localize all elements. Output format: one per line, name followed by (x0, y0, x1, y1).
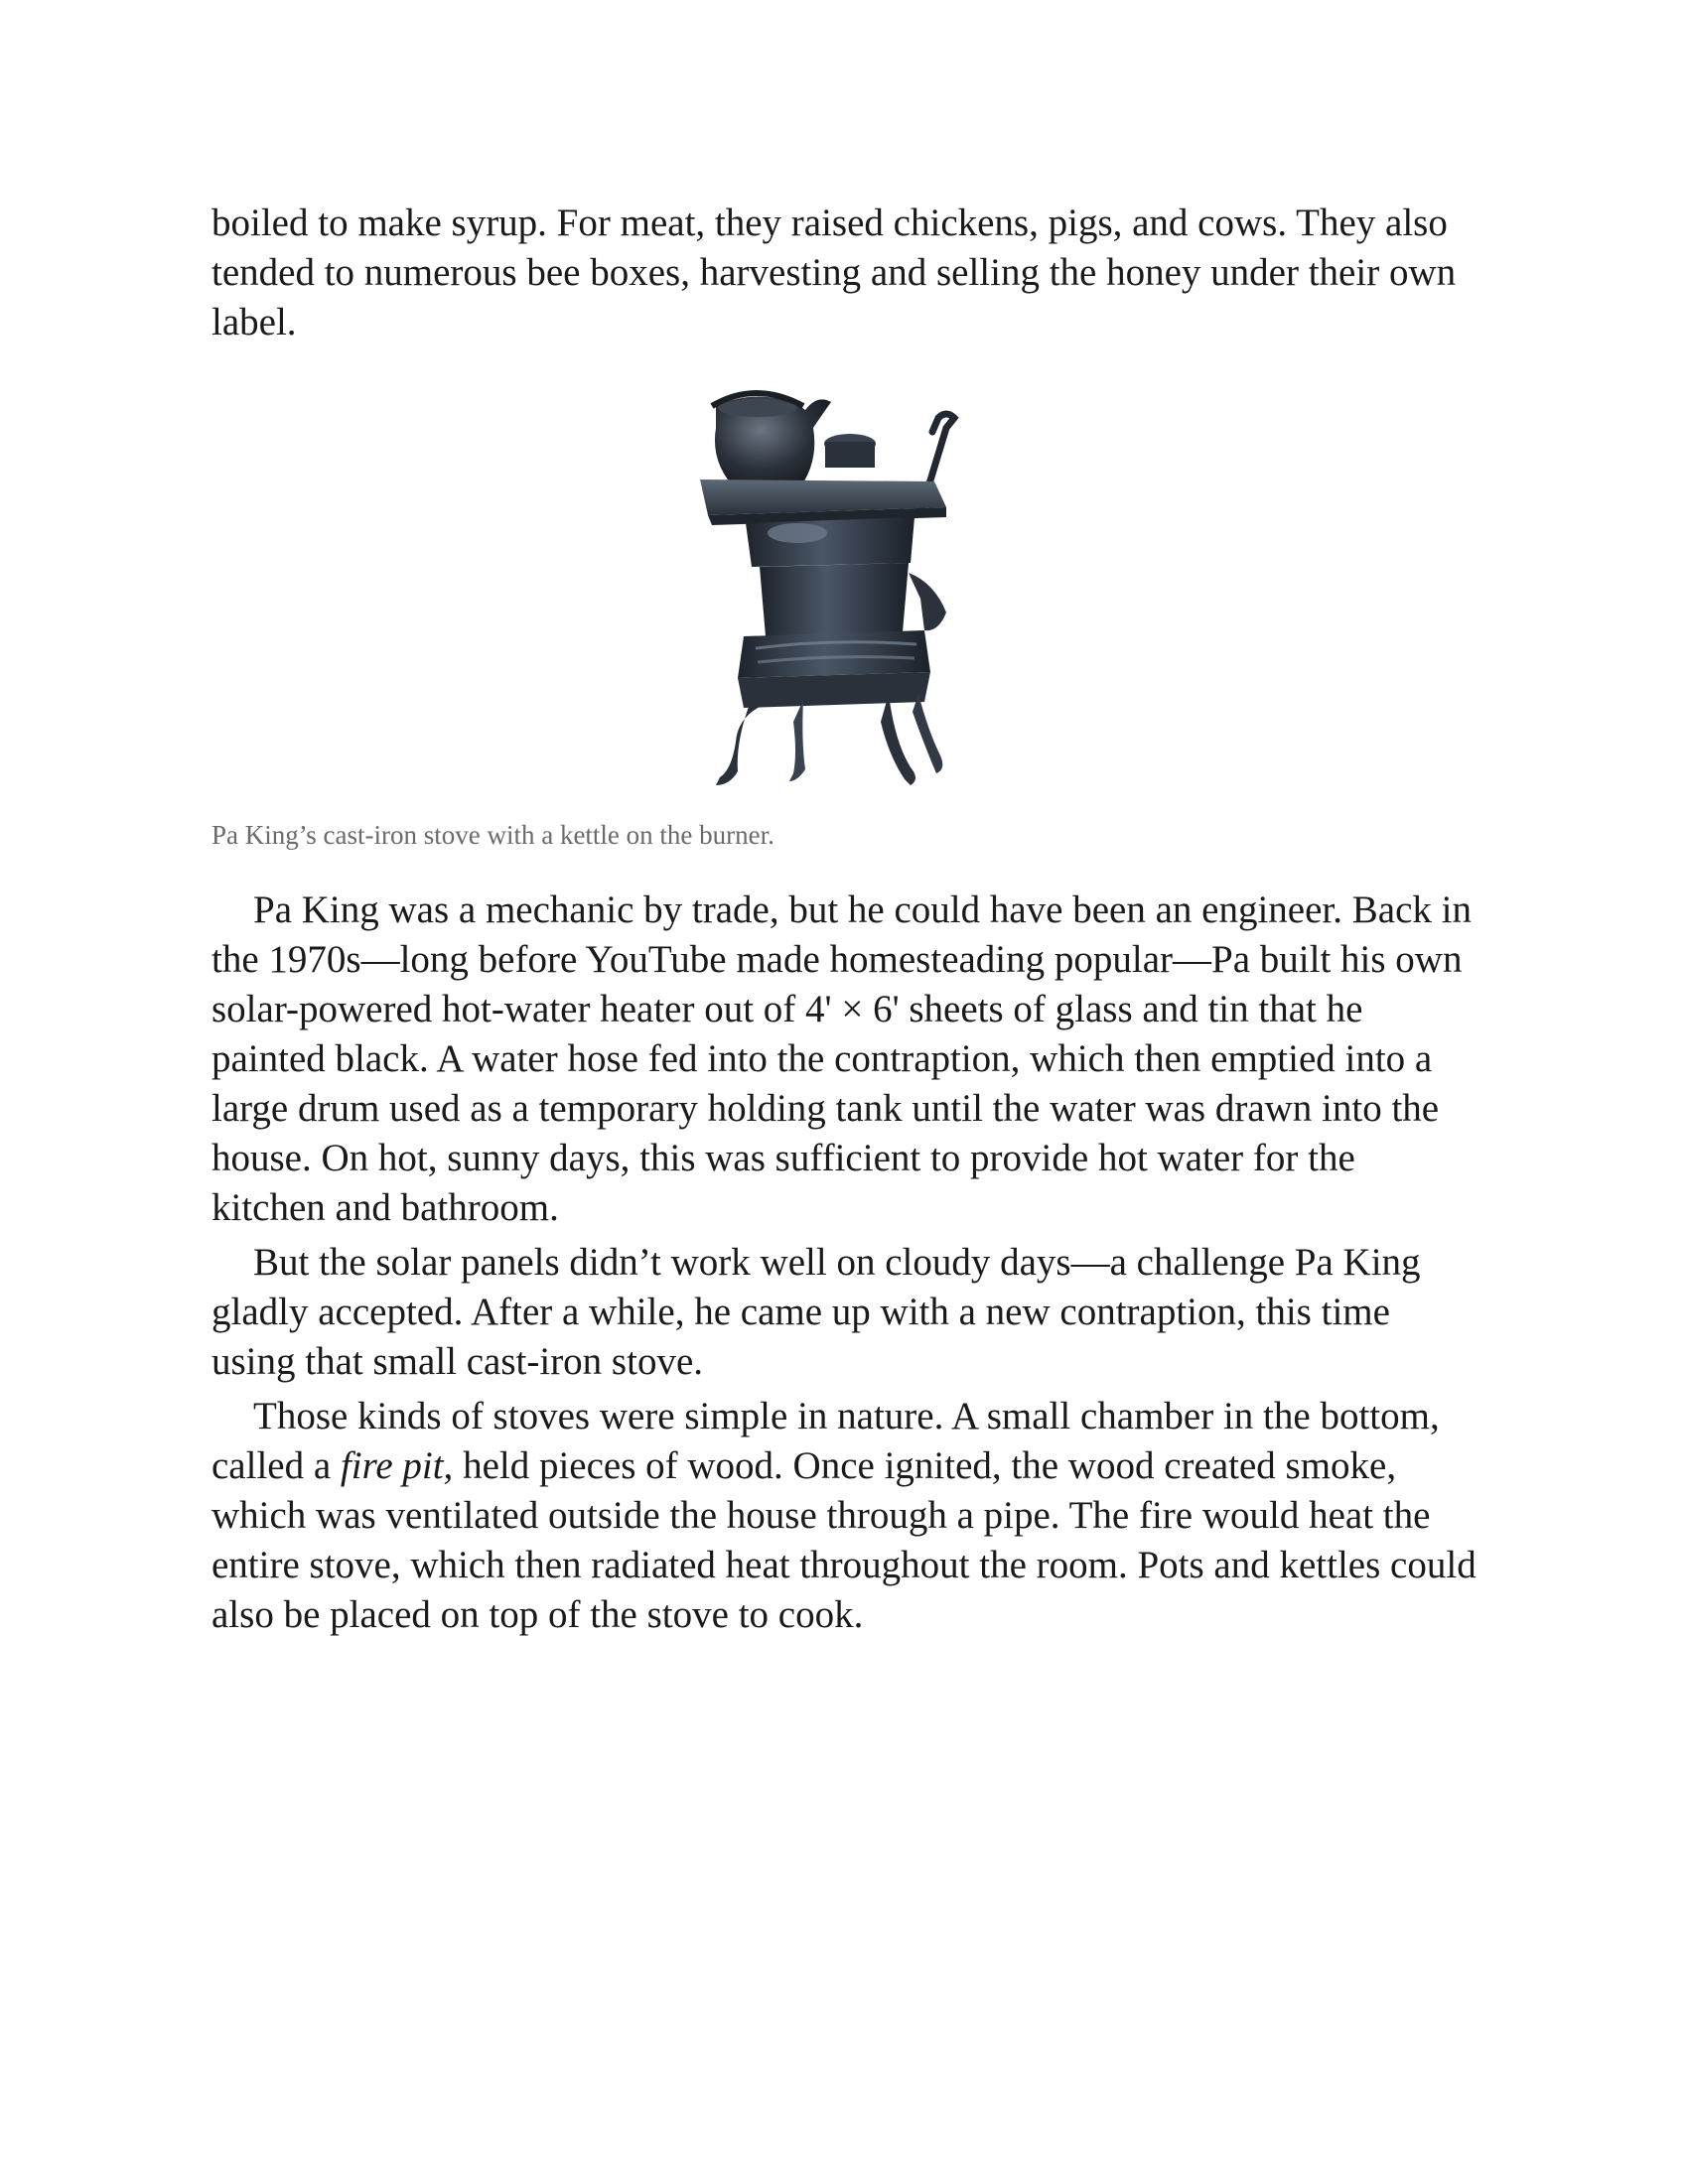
stove-image-frame (211, 384, 1477, 806)
cast-iron-stove-photo-icon (686, 384, 1014, 806)
paragraph-text-start: Those kinds of stoves were simple in nature. A small chamber in the bottom, called a (211, 1395, 1440, 1487)
paragraph-text-end: held pieces of wood. Once ignited, the wood created smoke, which was ventilated outside the house through a pipe. The fire would heat the entire stove, which then radiated heat throughout the room. Pots and kettles could also be placed on top of the stove to cook. (211, 1444, 1477, 1636)
figure-caption: Pa King’s cast-iron stove with a kettle on the burner. (211, 820, 774, 850)
stove-figure (211, 384, 1477, 852)
document-page (211, 199, 1477, 1640)
paragraph-cloudy-days: But the solar panels didn’t work well on cloudy days—a challenge Pa King gladly accepted. After a while, he came up with a new contraption, this time using that small cast-iron stove. (211, 1241, 1421, 1383)
spacer (211, 852, 1477, 886)
paragraph-solar-heater: Pa King was a mechanic by trade, but he could have been an engineer. Back in the 1970s—long before YouTube made homesteading popular—Pa built his own solar-powered hot-water heater out of 4' × 6' sheets of glass and tin that he painted black. A water hose fed into the contraption, which then emptied into a large drum used as a temporary holding tank until the water was drawn into the house. On hot, sunny days, this was sufficient to provide hot water for the kitchen and bathroom. (211, 888, 1472, 1229)
fire-pit-term: fire pit, (340, 1444, 454, 1487)
paragraph-honey: boiled to make syrup. For meat, they raised chickens, pigs, and cows. They also tended to numerous bee boxes, harvesting and selling the honey under their own label. (211, 202, 1457, 343)
paragraph-stove-description (211, 1392, 1477, 1640)
